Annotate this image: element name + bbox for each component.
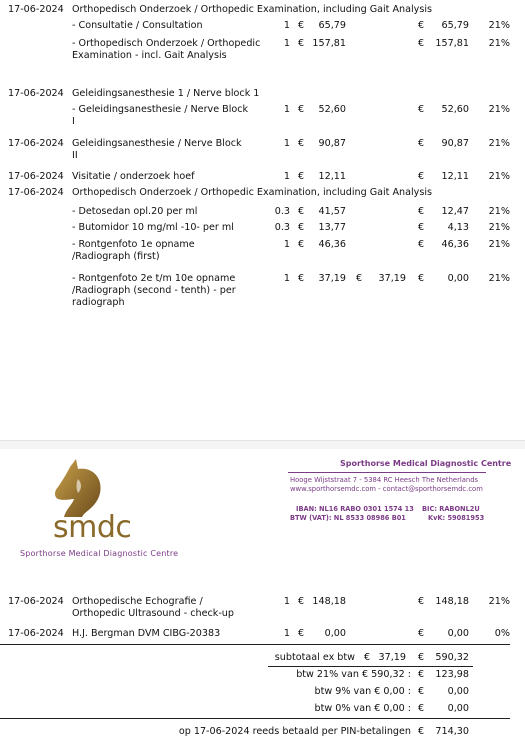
invoice-page-2	[0, 449, 525, 743]
currency-symbol: €	[298, 596, 305, 607]
item-quantity: 0.3	[274, 222, 290, 233]
item-vat: 21%	[488, 206, 510, 217]
currency-symbol: €	[418, 273, 425, 284]
item-price: 52,60	[318, 104, 346, 115]
logo-wordmark: smdc	[53, 510, 132, 545]
currency-symbol: €	[418, 138, 425, 149]
company-name: Sporthorse Medical Diagnostic Centre	[340, 459, 512, 468]
totals-divider	[0, 644, 510, 645]
currency-symbol: €	[298, 628, 305, 639]
item-total: 90,87	[441, 138, 469, 149]
item-vat: 21%	[488, 138, 510, 149]
item-quantity: 1	[283, 273, 290, 284]
item-vat: 21%	[488, 38, 510, 49]
btw9-amount: 0,00	[447, 686, 469, 697]
currency-symbol: €	[418, 20, 425, 31]
item-quantity: 1	[283, 138, 290, 149]
item-quantity: 1	[283, 239, 290, 250]
item-vat: 21%	[488, 171, 510, 182]
currency-symbol: €	[298, 239, 305, 250]
item-price: 148,18	[312, 596, 346, 607]
currency-symbol: €	[298, 20, 305, 31]
item-date: 17-06-2024	[8, 4, 64, 15]
item-price: 0,00	[324, 628, 346, 639]
item-quantity: 0.3	[274, 206, 290, 217]
paid-divider	[0, 718, 510, 719]
item-vat: 21%	[488, 596, 510, 607]
item-vat: 21%	[488, 222, 510, 233]
item-price: 41,57	[318, 206, 346, 217]
currency-symbol: €	[418, 726, 425, 737]
item-vat: 21%	[488, 20, 510, 31]
item-description: Geleidingsanesthesie / Nerve Block II	[72, 138, 242, 161]
currency-symbol: €	[418, 628, 425, 639]
currency-symbol: €	[418, 686, 425, 697]
subtotal-underline	[268, 666, 473, 667]
item-total: 0,00	[447, 628, 469, 639]
logo-subtitle: Sporthorse Medical Diagnostic Centre	[20, 549, 179, 558]
item-price: 13,77	[318, 222, 346, 233]
item-description: - Detosedan opl.20 per ml	[72, 206, 198, 217]
item-total: 4,13	[447, 222, 469, 233]
item-date: 17-06-2024	[8, 628, 64, 639]
currency-symbol: €	[418, 669, 425, 680]
company-btw: BTW (VAT): NL 8533 08986 B01	[290, 514, 406, 522]
subtotal-amount: 590,32	[435, 652, 469, 663]
company-address-block	[290, 476, 483, 494]
item-price: 65,79	[318, 20, 346, 31]
currency-symbol: €	[298, 38, 305, 49]
company-address: Hooge Wijststraat 7 - 5384 RC Heesch The Netherlands	[290, 476, 479, 484]
item-total: 52,60	[441, 104, 469, 115]
item-description: - Rontgenfoto 1e opname /Radiograph (first)	[72, 239, 195, 262]
item-description: Visitatie / onderzoek hoef	[72, 171, 195, 182]
btw21-label: btw 21% van € 590,32 :	[296, 669, 411, 680]
item-total: 12,47	[441, 206, 469, 217]
currency-symbol: €	[298, 222, 305, 233]
currency-symbol: €	[418, 206, 425, 217]
currency-symbol: €	[298, 104, 305, 115]
subtotal-discount: 37,19	[378, 652, 406, 663]
currency-symbol: €	[418, 239, 425, 250]
item-description: - Orthopedisch Onderzoek / Orthopedic Examination - incl. Gait Analysis	[72, 38, 261, 61]
currency-symbol: €	[418, 104, 425, 115]
item-total: 0,00	[447, 273, 469, 284]
currency-symbol: €	[418, 703, 425, 714]
item-description: - Consultatie / Consultation	[72, 20, 203, 31]
item-description: Orthopedische Echografie / Orthopedic Ultrasound - check-up	[72, 596, 234, 619]
currency-symbol: €	[418, 596, 425, 607]
item-description: Orthopedisch Onderzoek / Orthopedic Examination, including Gait Analysis	[72, 4, 433, 15]
item-total: 46,36	[441, 239, 469, 250]
item-price: 46,36	[318, 239, 346, 250]
currency-symbol: €	[356, 273, 363, 284]
item-total: 148,18	[435, 596, 469, 607]
item-description: - Rontgenfoto 2e t/m 10e opname /Radiograph (second - tenth) - per radiograph	[72, 273, 236, 308]
currency-symbol: €	[298, 138, 305, 149]
item-vat: 21%	[488, 273, 510, 284]
currency-symbol: €	[418, 38, 425, 49]
company-kvk: KvK: 59081953	[428, 514, 485, 522]
item-quantity: 1	[283, 628, 290, 639]
item-vat: 21%	[488, 239, 510, 250]
currency-symbol: €	[298, 171, 305, 182]
company-bic: BIC: RABONL2U	[422, 505, 480, 513]
item-date: 17-06-2024	[8, 596, 64, 607]
paid-label: op 17-06-2024 reeds betaald per PIN-betalingen	[178, 726, 411, 737]
item-date: 17-06-2024	[8, 138, 64, 149]
currency-symbol: €	[298, 273, 305, 284]
paid-amount: 714,30	[435, 726, 469, 737]
item-quantity: 1	[283, 38, 290, 49]
item-quantity: 1	[283, 104, 290, 115]
item-description: Orthopedisch Onderzoek / Orthopedic Examination, including Gait Analysis	[72, 187, 433, 198]
item-price: 12,11	[318, 171, 346, 182]
item-quantity: 1	[283, 171, 290, 182]
item-price: 157,81	[312, 38, 346, 49]
btw0-amount: 0,00	[447, 703, 469, 714]
item-description: Geleidingsanesthesie 1 / Nerve block 1	[72, 88, 260, 99]
item-vat: 21%	[488, 104, 510, 115]
item-total: 65,79	[441, 20, 469, 31]
item-discount: 37,19	[378, 273, 406, 284]
company-iban: IBAN: NL16 RABO 0301 1574 13	[296, 505, 414, 513]
company-contact: www.sporthorsemdc.com - contact@sporthorsemdc.com	[290, 485, 483, 493]
item-total: 12,11	[441, 171, 469, 182]
item-date: 17-06-2024	[8, 88, 64, 99]
item-vat: 0%	[494, 628, 510, 639]
item-description: - Butomidor 10 mg/ml -10- per ml	[72, 222, 234, 233]
currency-symbol: €	[418, 171, 425, 182]
btw21-amount: 123,98	[435, 669, 469, 680]
item-description: H.J. Bergman DVM CIBG-20383	[72, 628, 221, 639]
item-description: - Geleidingsanesthesie / Nerve Block I	[72, 104, 249, 127]
item-total: 157,81	[435, 38, 469, 49]
currency-symbol: €	[364, 652, 371, 663]
item-date: 17-06-2024	[8, 171, 64, 182]
currency-symbol: €	[298, 206, 305, 217]
currency-symbol: €	[418, 652, 425, 663]
btw0-label: btw 0% van € 0,00 :	[314, 703, 411, 714]
item-quantity: 1	[283, 20, 290, 31]
item-price: 37,19	[318, 273, 346, 284]
header-divider	[288, 472, 486, 473]
item-price: 90,87	[318, 138, 346, 149]
subtotal-label: subtotaal ex btw	[274, 652, 355, 663]
currency-symbol: €	[418, 222, 425, 233]
item-date: 17-06-2024	[8, 187, 64, 198]
item-quantity: 1	[283, 596, 290, 607]
btw9-label: btw 9% van € 0,00 :	[314, 686, 411, 697]
